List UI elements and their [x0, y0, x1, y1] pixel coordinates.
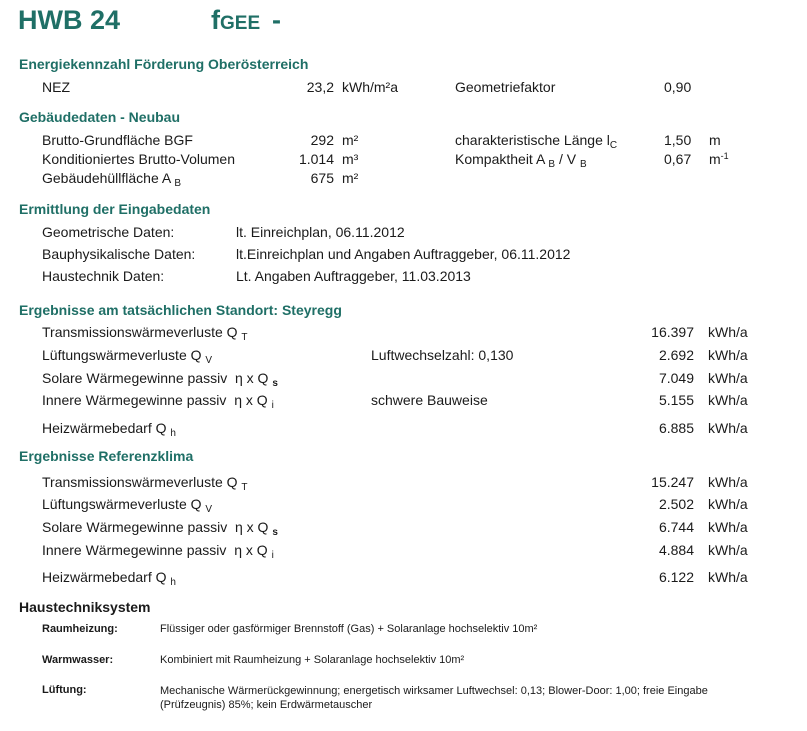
lueftung-value: Mechanische Wärmerückgewinnung; energetisch wirksamer Luftwechsel: 0,13; Blower-Door: 1,00; freie Eingabe (Prüfzeugnis) 85%; kein Erdwärmetauscher [160, 685, 708, 711]
raumheizung-value: Flüssiger oder gasförmiger Brennstoff (Gas) + Solaranlage hochselektiv 10m² [160, 623, 538, 635]
standort-solar-label: Solare Wärmegewinne passiv η x Q $_s$ [42, 370, 278, 389]
referenz-transmission-unit: kWh/a [708, 474, 748, 490]
standort-transmission-label: Transmissionswärmeverluste Q $_T$ [42, 324, 248, 343]
standort-lueftung-value: 2.692 [658, 347, 694, 363]
section-haustechniksystem-heading: Haustechniksystem [19, 599, 151, 615]
volumen-unit: m³ [342, 151, 359, 167]
referenz-innere-unit: kWh/a [708, 542, 748, 558]
referenz-transmission-value: 15.247 [651, 474, 694, 490]
page-title: HWB 24 [18, 5, 121, 35]
standort-innere-unit: kWh/a [708, 392, 748, 408]
referenz-solar-value: 6.744 [658, 519, 694, 535]
referenz-lueftung-value: 2.502 [658, 496, 694, 512]
referenz-lueftung-unit: kWh/a [708, 496, 748, 512]
raumheizung-label: Raumheizung: [42, 623, 118, 635]
referenz-heizwaerme-label: Heizwärmebedarf Q $_h$ [42, 569, 176, 588]
standort-heizwaerme-label: Heizwärmebedarf Q $_h$ [42, 420, 176, 439]
nez-label: NEZ [42, 79, 70, 95]
kompaktheit-value: 0,67 [664, 151, 692, 167]
bgf-unit: m² [342, 132, 359, 148]
bauphysikalische-daten-value: lt.Einreichplan und Angaben Auftraggeber, 06.11.2012 [236, 246, 571, 262]
referenz-heizwaerme-unit: kWh/a [708, 569, 748, 585]
standort-bauweise-note: schwere Bauweise [371, 392, 488, 408]
referenz-solar-unit: kWh/a [708, 519, 748, 535]
huellflaeche-value: 675 [310, 170, 334, 186]
referenz-heizwaerme-value: 6.122 [658, 569, 694, 585]
standort-innere-value: 5.155 [658, 392, 694, 408]
section-energiekennzahl-heading: Energiekennzahl Förderung Oberösterreich [19, 56, 309, 72]
referenz-innere-value: 4.884 [658, 542, 694, 558]
char-laenge-label: charakteristische Länge $l_C$ [455, 132, 618, 151]
char-laenge-value: 1,50 [664, 132, 692, 148]
fgee-label: fGEE - [211, 5, 282, 35]
geometriefaktor-value: 0,90 [664, 79, 692, 95]
geometrische-daten-value: lt. Einreichplan, 06.11.2012 [236, 224, 405, 240]
char-laenge-unit: m [709, 132, 721, 148]
kompaktheit-label: Kompaktheit A $_B$ / V $_B$ [455, 151, 587, 170]
huellflaeche-label: Gebäudehüllfläche A $_B$ [42, 170, 182, 189]
volumen-label: Konditioniertes Brutto-Volumen [42, 151, 235, 167]
standort-innere-label: Innere Wärmegewinne passiv η x Q $_i$ [42, 392, 274, 411]
nez-value: 23,2 [306, 79, 334, 95]
nez-unit: kWh/m²a [342, 79, 398, 95]
referenz-solar-label: Solare Wärmegewinne passiv η x Q $_s$ [42, 519, 278, 538]
kompaktheit-unit: $m^{-1}$ [709, 151, 729, 167]
geometriefaktor-label: Geometriefaktor [455, 79, 556, 95]
geometrische-daten-label: Geometrische Daten: [42, 224, 175, 240]
section-referenzklima-heading: Ergebnisse Referenzklima [19, 448, 194, 464]
standort-solar-value: 7.049 [658, 370, 694, 386]
standort-lueftung-unit: kWh/a [708, 347, 748, 363]
referenz-transmission-label: Transmissionswärmeverluste Q $_T$ [42, 474, 248, 493]
warmwasser-label: Warmwasser: [42, 654, 114, 666]
standort-heizwaerme-unit: kWh/a [708, 420, 748, 436]
standort-lueftung-label: Lüftungswärmeverluste Q $_V$ [42, 347, 213, 366]
bgf-value: 292 [310, 132, 334, 148]
standort-solar-unit: kWh/a [708, 370, 748, 386]
huellflaeche-unit: m² [342, 170, 359, 186]
section-standort-heading: Ergebnisse am tatsächlichen Standort: Steyregg [19, 302, 342, 318]
volumen-value: 1.014 [298, 151, 334, 167]
standort-heizwaerme-value: 6.885 [658, 420, 694, 436]
bgf-label: Brutto-Grundfläche BGF [42, 132, 193, 148]
warmwasser-value: Kombiniert mit Raumheizung + Solaranlage hochselektiv 10m² [160, 654, 465, 666]
referenz-lueftung-label: Lüftungswärmeverluste Q $_V$ [42, 496, 213, 515]
bauphysikalische-daten-label: Bauphysikalische Daten: [42, 246, 196, 262]
section-gebaeudedaten-heading: Gebäudedaten - Neubau [19, 109, 181, 125]
standort-transmission-value: 16.397 [651, 324, 694, 340]
standort-luftwechsel-note: Luftwechselzahl: 0,130 [371, 347, 514, 363]
haustechnik-daten-value: Lt. Angaben Auftraggeber, 11.03.2013 [236, 268, 471, 284]
referenz-innere-label: Innere Wärmegewinne passiv η x Q $_i$ [42, 542, 274, 561]
haustechnik-daten-label: Haustechnik Daten: [42, 268, 165, 284]
lueftung-label: Lüftung: [42, 684, 87, 696]
section-eingabedaten-heading: Ermittlung der Eingabedaten [19, 201, 211, 217]
standort-transmission-unit: kWh/a [708, 324, 748, 340]
